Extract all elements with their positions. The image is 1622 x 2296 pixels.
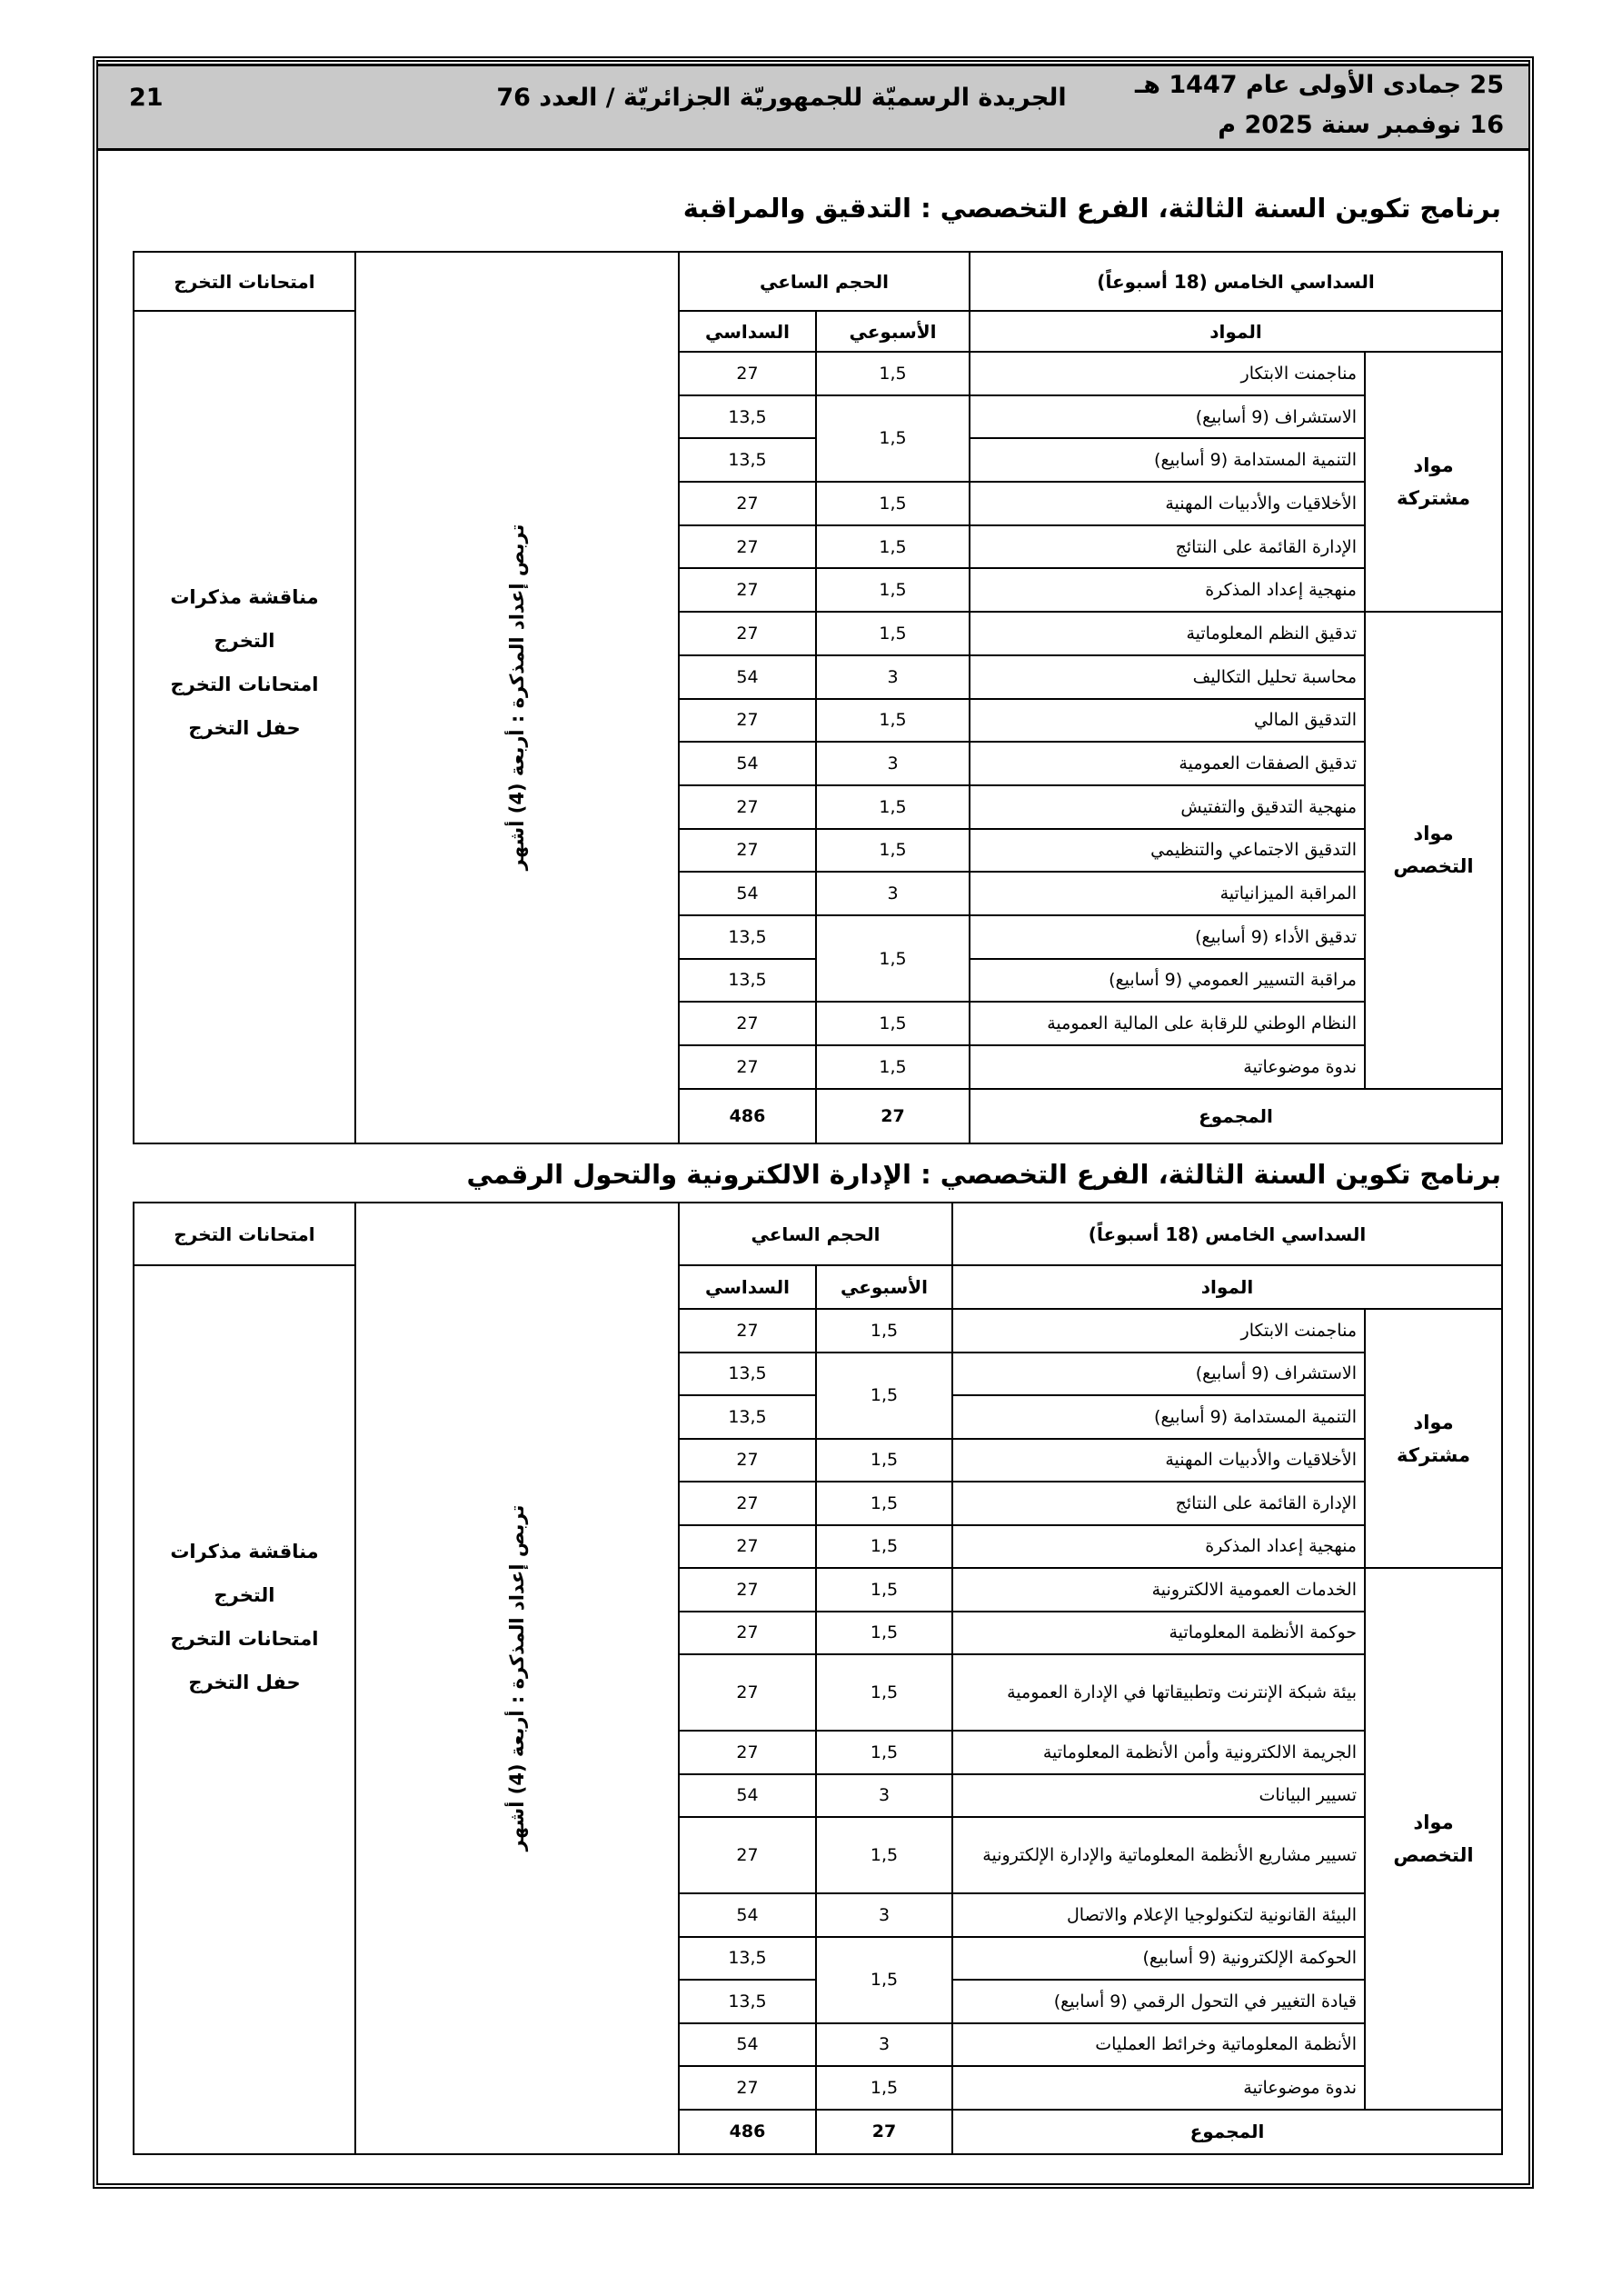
total-label: المجموع	[970, 1089, 1502, 1143]
date-gregorian: 16 نوفمبر سنة 2025 م	[1218, 111, 1504, 139]
subject-group-label: مواد مشتركة	[1397, 454, 1470, 510]
date-hijri: 25 جمادى الأولى عام 1447 هـ	[1135, 71, 1504, 99]
weekly-hours: 3	[816, 1893, 952, 1937]
total-label: المجموع	[952, 2110, 1502, 2154]
thesis-preparation-text: تربص إعداد المذكرة : أربعة (4) أشهر	[506, 1504, 528, 1852]
weekly-header: الأسبوعي	[816, 1265, 952, 1309]
weekly-hours: 3	[816, 872, 970, 915]
subject-name: الأنظمة المعلوماتية وخرائط العمليات	[952, 2023, 1365, 2067]
subject-name: المراقبة الميزانياتية	[970, 872, 1365, 915]
semester-hours: 27	[679, 1439, 816, 1482]
subject-name: الاستشراف (9 أسابيع)	[952, 1353, 1365, 1396]
exam-item: امتحانات التخرج	[170, 674, 319, 695]
weekly-hours: 1,5	[816, 915, 970, 1002]
subject-group	[1365, 612, 1502, 1089]
weekly-hours: 1,5	[816, 699, 970, 743]
weekly-hours: 1,5	[816, 785, 970, 829]
subject-name: ندوة موضوعاتية	[952, 2066, 1365, 2110]
subject-group	[1365, 352, 1502, 612]
exam-item: مناقشة مذكرات التخرج	[170, 586, 319, 652]
weekly-hours: 1,5	[816, 1525, 952, 1569]
weekly-hours: 1,5	[816, 352, 970, 395]
hourly-volume-header: الحجم الساعي	[679, 1203, 952, 1265]
subject-name: الإدارة القائمة على النتائج	[970, 525, 1365, 569]
semester-hours: 13,5	[679, 915, 816, 959]
subject-name: محاسبة تحليل التكاليف	[970, 655, 1365, 699]
semester-column-header: السداسي	[679, 1265, 816, 1309]
exam-item: حفل التخرج	[188, 1672, 301, 1693]
exam-item: مناقشة مذكرات التخرج	[170, 1541, 319, 1606]
exams-header: امتحانات التخرج	[134, 252, 355, 311]
semester-header: السداسي الخامس (18 أسبوعاً)	[952, 1203, 1502, 1265]
semester-hours: 13,5	[679, 395, 816, 439]
semester-hours: 27	[679, 1612, 816, 1655]
subject-name: تدقيق الصفقات العمومية	[970, 742, 1365, 785]
subjects-header: المواد	[952, 1265, 1502, 1309]
semester-hours: 54	[679, 1893, 816, 1937]
weekly-hours: 3	[816, 2023, 952, 2067]
total-weekly: 27	[816, 1089, 970, 1143]
weekly-hours: 1,5	[816, 1482, 952, 1525]
subject-name: الخدمات العمومية الالكترونية	[952, 1568, 1365, 1612]
weekly-hours: 1,5	[816, 1612, 952, 1655]
exams-list	[134, 311, 355, 1143]
semester-hours: 27	[679, 1731, 816, 1774]
semester-hours: 54	[679, 655, 816, 699]
semester-hours: 13,5	[679, 1353, 816, 1396]
weekly-hours: 1,5	[816, 1568, 952, 1612]
semester-column-header: السداسي	[679, 311, 816, 352]
subject-name: التنمية المستدامة (9 أسابيع)	[970, 438, 1365, 482]
semester-hours: 54	[679, 742, 816, 785]
page-number: 21	[129, 84, 164, 112]
subject-name: قيادة التغيير في التحول الرقمي (9 أسابيع)	[952, 1980, 1365, 2023]
weekly-hours: 1,5	[816, 2066, 952, 2110]
subject-name: الأخلاقيات والأدبيات المهنية	[952, 1439, 1365, 1482]
subject-name: الإدارة القائمة على النتائج	[952, 1482, 1365, 1525]
exams-header: امتحانات التخرج	[134, 1203, 355, 1265]
weekly-hours: 1,5	[816, 1045, 970, 1089]
program-title-1: برنامج تكوين السنة الثالثة، الفرع التخصصي : التدقيق والمراقبة	[682, 193, 1501, 224]
semester-hours: 27	[679, 1002, 816, 1045]
subject-name: التنمية المستدامة (9 أسابيع)	[952, 1395, 1365, 1439]
subject-name: منهجية إعداد المذكرة	[970, 568, 1365, 612]
weekly-hours: 1,5	[816, 1654, 952, 1731]
weekly-hours: 3	[816, 1774, 952, 1818]
exam-item: حفل التخرج	[188, 717, 301, 739]
subject-name: مراقبة التسيير العمومي (9 أسابيع)	[970, 959, 1365, 1003]
subject-name: الجريمة الالكترونية وأمن الأنظمة المعلوماتية	[952, 1731, 1365, 1774]
thesis-preparation-cell	[355, 252, 679, 1143]
program-table-1	[133, 251, 1503, 1144]
subject-name: تسيير البيانات	[952, 1774, 1365, 1818]
hourly-volume-header: الحجم الساعي	[679, 252, 970, 311]
semester-hours: 27	[679, 525, 816, 569]
subject-name: منهجية إعداد المذكرة	[952, 1525, 1365, 1569]
weekly-hours: 1,5	[816, 1439, 952, 1482]
program-title-2: برنامج تكوين السنة الثالثة، الفرع التخصصي : الإدارة الالكترونية والتحول الرقمي	[466, 1159, 1501, 1190]
weekly-hours: 1,5	[816, 1817, 952, 1893]
weekly-hours: 1,5	[816, 612, 970, 655]
weekly-hours: 1,5	[816, 568, 970, 612]
subject-name: مناجمنت الابتكار	[952, 1309, 1365, 1353]
subjects-header: المواد	[970, 311, 1502, 352]
semester-hours: 27	[679, 1817, 816, 1893]
semester-hours: 27	[679, 482, 816, 525]
semester-hours: 54	[679, 872, 816, 915]
semester-hours: 27	[679, 612, 816, 655]
semester-hours: 27	[679, 829, 816, 873]
exam-item: امتحانات التخرج	[170, 1628, 319, 1650]
weekly-header: الأسبوعي	[816, 311, 970, 352]
subject-group-label: مواد التخصص	[1393, 1811, 1474, 1866]
semester-hours: 13,5	[679, 1395, 816, 1439]
subject-group-label: مواد مشتركة	[1397, 1411, 1470, 1466]
semester-hours: 27	[679, 568, 816, 612]
semester-hours: 27	[679, 1568, 816, 1612]
weekly-hours: 1,5	[816, 1731, 952, 1774]
weekly-hours: 1,5	[816, 1002, 970, 1045]
program-table-2	[133, 1202, 1503, 2155]
subject-name: ندوة موضوعاتية	[970, 1045, 1365, 1089]
total-semester: 486	[679, 2110, 816, 2154]
semester-hours: 13,5	[679, 959, 816, 1003]
semester-hours: 27	[679, 1654, 816, 1731]
gazette-title: الجريدة الرسميّة للجمهوريّة الجزائريّة / العدد 76	[496, 84, 1067, 112]
thesis-preparation-text: تربص إعداد المذكرة : أربعة (4) أشهر	[506, 524, 528, 871]
weekly-hours: 1,5	[816, 525, 970, 569]
subject-name: الحوكمة الإلكترونية (9 أسابيع)	[952, 1937, 1365, 1981]
semester-hours: 13,5	[679, 1937, 816, 1981]
weekly-hours: 3	[816, 655, 970, 699]
subject-name: منهجية التدقيق والتفتيش	[970, 785, 1365, 829]
subject-name: حوكمة الأنظمة المعلوماتية	[952, 1612, 1365, 1655]
weekly-hours: 1,5	[816, 395, 970, 482]
weekly-hours: 1,5	[816, 1309, 952, 1353]
subject-name: الأخلاقيات والأدبيات المهنية	[970, 482, 1365, 525]
total-semester: 486	[679, 1089, 816, 1143]
weekly-hours: 3	[816, 742, 970, 785]
subject-name: تدقيق النظم المعلوماتية	[970, 612, 1365, 655]
subject-name: التدقيق الاجتماعي والتنظيمي	[970, 829, 1365, 873]
subject-name: مناجمنت الابتكار	[970, 352, 1365, 395]
subject-name: الاستشراف (9 أسابيع)	[970, 395, 1365, 439]
subject-name: التدقيق المالي	[970, 699, 1365, 743]
subject-name: تسيير مشاريع الأنظمة المعلوماتية والإدارة الإلكترونية	[952, 1817, 1365, 1893]
weekly-hours: 1,5	[816, 1937, 952, 2023]
subject-group-label: مواد التخصص	[1393, 823, 1474, 878]
semester-hours: 27	[679, 1525, 816, 1569]
total-weekly: 27	[816, 2110, 952, 2154]
semester-hours: 27	[679, 352, 816, 395]
semester-hours: 27	[679, 785, 816, 829]
subject-group	[1365, 1568, 1502, 2110]
subject-name: بيئة شبكة الإنترنت وتطبيقاتها في الإدارة العمومية	[952, 1654, 1365, 1731]
semester-hours: 13,5	[679, 438, 816, 482]
weekly-hours: 1,5	[816, 829, 970, 873]
subject-name: النظام الوطني للرقابة على المالية العمومية	[970, 1002, 1365, 1045]
semester-hours: 27	[679, 699, 816, 743]
semester-hours: 27	[679, 1482, 816, 1525]
thesis-preparation-cell	[355, 1203, 679, 2154]
semester-header: السداسي الخامس (18 أسبوعاً)	[970, 252, 1502, 311]
semester-hours: 27	[679, 1045, 816, 1089]
header-dates	[1135, 65, 1504, 145]
semester-hours: 54	[679, 1774, 816, 1818]
semester-hours: 27	[679, 1309, 816, 1353]
subject-group	[1365, 1309, 1502, 1568]
semester-hours: 54	[679, 2023, 816, 2067]
semester-hours: 27	[679, 2066, 816, 2110]
weekly-hours: 1,5	[816, 482, 970, 525]
semester-hours: 13,5	[679, 1980, 816, 2023]
subject-name: البيئة القانونية لتكنولوجيا الإعلام والاتصال	[952, 1893, 1365, 1937]
exams-list	[134, 1265, 355, 2154]
weekly-hours: 1,5	[816, 1353, 952, 1439]
subject-name: تدقيق الأداء (9 أسابيع)	[970, 915, 1365, 959]
